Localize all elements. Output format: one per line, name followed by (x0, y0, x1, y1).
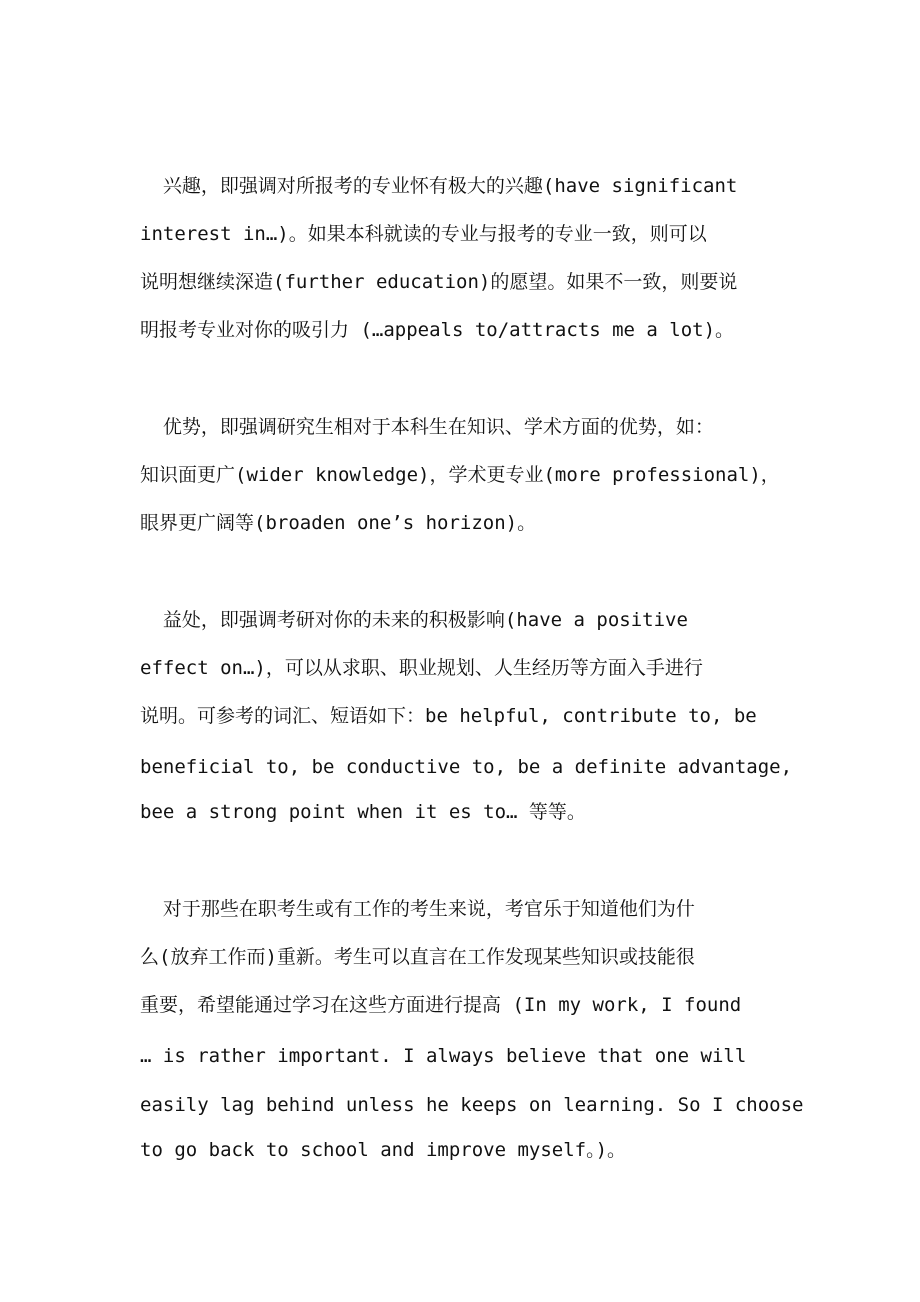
text-line: beneficial to, be conductive to, be a definite advantage, (140, 756, 793, 778)
text-line: interest in…)。如果本科就读的专业与报考的专业一致，则可以 (140, 223, 707, 245)
text-line: easily lag behind unless he keeps on learning. So I choose (140, 1094, 804, 1116)
text-line: 眼界更广阔等(broaden one’s horizon)。 (140, 512, 537, 534)
text-line: 优势，即强调研究生相对于本科生在知识、学术方面的优势，如： (140, 416, 714, 438)
text-line: 说明想继续深造(further education)的愿望。如果不一致，则要说 (140, 271, 738, 293)
text-line: 对于那些在职考生或有工作的考生来说，考官乐于知道他们为什 (140, 898, 695, 920)
text-line: 知识面更广(wider knowledge)，学术更专业(more professional)， (140, 464, 780, 486)
text-line: 兴趣，即强调对所报考的专业怀有极大的兴趣(have significant (140, 175, 738, 197)
text-line: bee a strong point when it es to… 等等。 (140, 801, 586, 823)
text-line: 么(放弃工作而)重新。考生可以直言在工作发现某些知识或技能很 (140, 946, 695, 968)
text-line: to go back to school and improve myself。)。 (140, 1139, 627, 1161)
text-line: effect on…)，可以从求职、职业规划、人生经历等方面入手进行 (140, 657, 703, 679)
text-line: 益处，即强调考研对你的未来的积极影响(have a positive (140, 609, 688, 631)
text-line: 明报考专业对你的吸引力 (…appeals to/attracts me a lot)。 (140, 319, 735, 341)
text-line: 说明。可参考的词汇、短语如下：be helpful, contribute to, be (140, 705, 757, 727)
text-line: 重要，希望能通过学习在这些方面进行提高 (In my work, I found (140, 994, 742, 1016)
text-line: … is rather important. I always believe that one will (140, 1045, 747, 1067)
